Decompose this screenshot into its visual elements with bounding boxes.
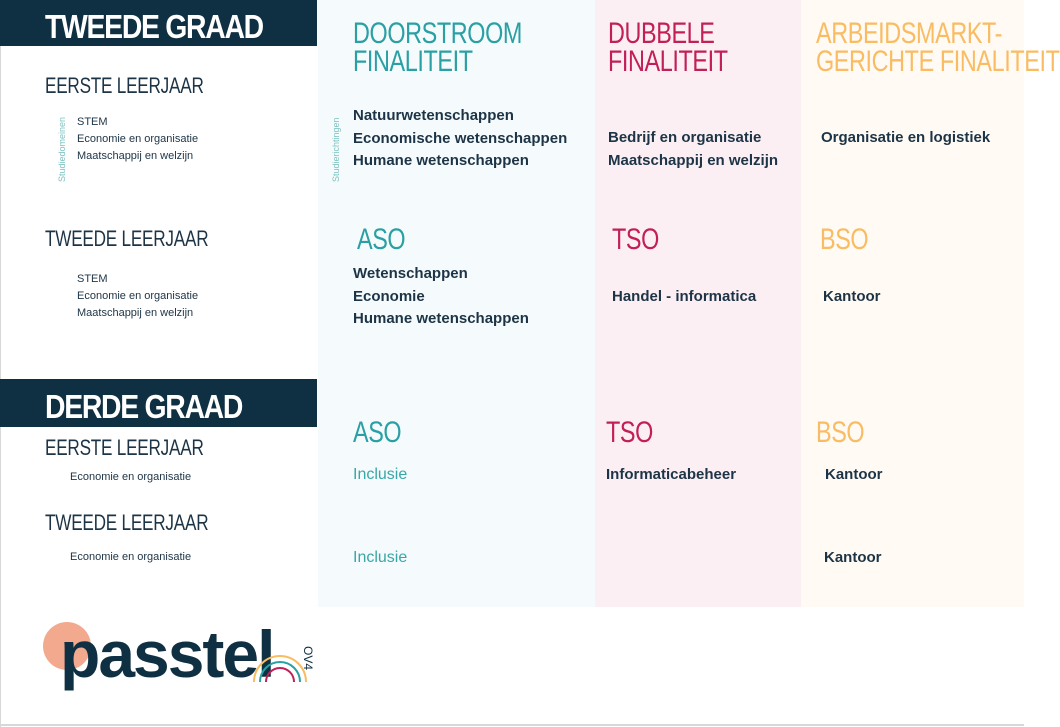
studiedomein-list [77, 114, 198, 165]
doorstroom-inclusie-1: Inclusie [353, 466, 408, 483]
studiedomeinen-label: Studiedomeinen [57, 116, 67, 182]
derde-graad-title: DERDE GRAAD [45, 388, 243, 425]
derde-graad-tweede-list [70, 549, 191, 566]
dubbele-row1-list [608, 127, 778, 172]
list-item: STEM [77, 116, 108, 128]
arbeid-bso-label: BSO [820, 223, 869, 256]
arbeid-heading-line2: GERICHTE FINALITEIT [816, 45, 1060, 78]
doorstroom-heading-line2: FINALITEIT [353, 45, 473, 78]
doorstroom-inclusie-2: Inclusie [353, 549, 408, 566]
list-item: STEM [77, 273, 108, 285]
doorstroom-heading [353, 17, 523, 78]
list-item: Economie en organisatie [70, 471, 192, 483]
list-item: Handel - informatica [612, 288, 757, 305]
list-item: Economie en organisatie [77, 133, 199, 145]
list-item: Maatschappij en welzijn [77, 150, 194, 162]
list-item: Humane wetenschappen [353, 310, 529, 327]
bottom-border [0, 724, 1024, 726]
studiedomein-list-2 [77, 271, 198, 322]
list-item: Natuurwetenschappen [353, 107, 514, 124]
dubbele-heading [608, 17, 728, 78]
list-item: Economie en organisatie [70, 551, 192, 563]
list-item: Humane wetenschappen [353, 152, 529, 169]
dubbele-heading-line2: FINALITEIT [608, 45, 728, 78]
doorstroom-aso-label: ASO [357, 223, 406, 256]
arbeid-row1-list [821, 127, 990, 150]
doorstroom-row1-list [353, 105, 567, 173]
dubbele-heading-line1: DUBBELE [608, 17, 715, 50]
dubbele-informaticabeheer: Informaticabeheer [606, 466, 737, 483]
arbeid-heading [816, 17, 1060, 78]
arbeid-bso-label-2: BSO [816, 416, 865, 449]
logo-sub: OV4 [301, 646, 315, 671]
list-item: Bedrijf en organisatie [608, 129, 762, 146]
arbeid-kantoor-1: Kantoor [825, 466, 883, 483]
list-item: Economie en organisatie [77, 290, 199, 302]
arbeid-heading-line1: ARBEIDSMARKT- [816, 17, 1003, 50]
list-item: Kantoor [823, 288, 881, 305]
dubbele-tso-label-2: TSO [606, 416, 653, 449]
logo-wordmark: passtel [60, 617, 274, 691]
doorstroom-aso-label-2: ASO [353, 416, 402, 449]
tweede-graad-banner [0, 0, 317, 46]
list-item: Economie [353, 287, 425, 305]
studierichtingen-label: Studierichtingen [331, 117, 341, 182]
left-border [0, 0, 1, 727]
doorstroom-heading-line1: DOORSTROOM [353, 17, 523, 50]
list-item: Maatschappij en welzijn [608, 151, 779, 169]
arbeid-row2-list [823, 286, 881, 309]
dubbele-tso-label: TSO [612, 223, 659, 256]
list-item: Maatschappij en welzijn [77, 307, 194, 319]
arbeid-kantoor-2: Kantoor [824, 549, 882, 566]
derde-graad-eerste-leerjaar-title: EERSTE LEERJAAR [45, 435, 204, 460]
tweede-graad-tweede-leerjaar-title: TWEEDE LEERJAAR [45, 226, 209, 251]
derde-graad-banner [0, 379, 317, 427]
derde-graad-tweede-leerjaar-title: TWEEDE LEERJAAR [45, 510, 209, 535]
tweede-graad-eerste-leerjaar-title: EERSTE LEERJAAR [45, 73, 204, 98]
list-item: Economische wetenschappen [353, 129, 568, 147]
tweede-graad-title: TWEEDE GRAAD [45, 8, 263, 45]
list-item: Wetenschappen [353, 265, 468, 282]
list-item: Organisatie en logistiek [821, 129, 991, 146]
derde-graad-eerste-list [70, 469, 191, 486]
dubbele-row2-list [612, 286, 756, 309]
doorstroom-row2-list [353, 263, 529, 331]
